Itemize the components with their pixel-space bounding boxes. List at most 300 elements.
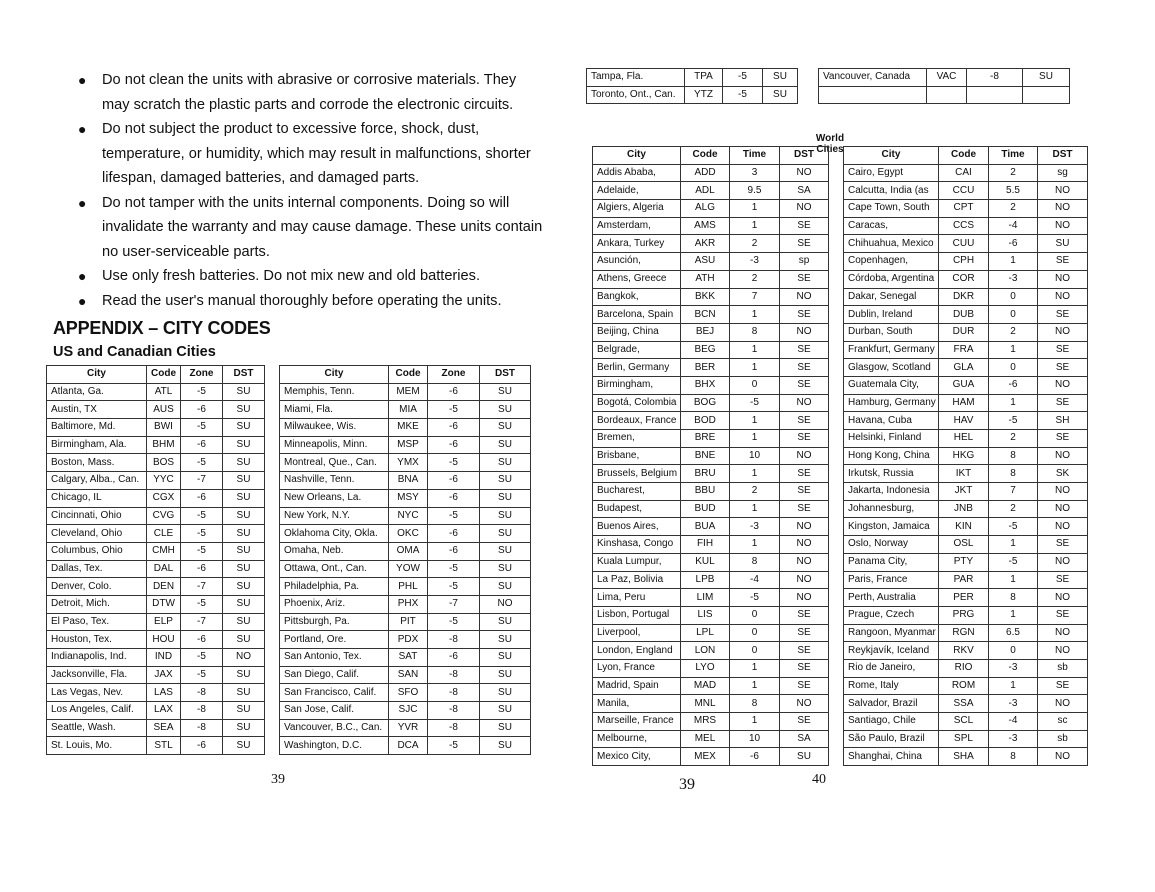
dst-cell: NO xyxy=(1038,695,1088,713)
city-cell: Glasgow, Scotland xyxy=(844,359,939,377)
page-number-main: 39 xyxy=(679,776,695,793)
bullet-icon: ● xyxy=(78,194,87,211)
code-cell: OKC xyxy=(389,525,428,543)
dst-cell: SU xyxy=(223,472,265,490)
code-cell: HAV xyxy=(939,412,989,430)
us-cities-table-1 xyxy=(46,365,265,755)
dst-cell: NO xyxy=(780,200,829,218)
column-header: City xyxy=(844,147,939,165)
code-cell: YMX xyxy=(389,454,428,472)
dst-cell: SU xyxy=(480,666,531,684)
table-row xyxy=(844,164,1088,182)
table-row xyxy=(844,359,1088,377)
dst-cell: SU xyxy=(223,595,265,613)
table-row xyxy=(47,542,265,560)
table-row xyxy=(47,684,265,702)
code-cell: BBU xyxy=(681,483,730,501)
column-header: Time xyxy=(989,147,1038,165)
dst-cell: SU xyxy=(223,454,265,472)
time-cell: 1 xyxy=(730,412,780,430)
page-number-secondary: 40 xyxy=(812,772,826,787)
city-cell: Guatemala City, xyxy=(844,376,939,394)
city-cell: Berlin, Germany xyxy=(593,359,681,377)
city-cell: Jacksonville, Fla. xyxy=(47,666,147,684)
city-cell xyxy=(819,86,927,104)
table-row xyxy=(280,684,531,702)
dst-cell: SE xyxy=(780,412,829,430)
city-cell: Austin, TX xyxy=(47,401,147,419)
table-row xyxy=(47,737,265,755)
code-cell: BRE xyxy=(681,430,730,448)
code-cell: JNB xyxy=(939,500,989,518)
table-row xyxy=(593,253,829,271)
table-row xyxy=(593,553,829,571)
city-cell: Vancouver, Canada xyxy=(819,69,927,87)
table-row xyxy=(844,659,1088,677)
city-cell: Seattle, Wash. xyxy=(47,719,147,737)
city-cell: Havana, Cuba xyxy=(844,412,939,430)
time-cell: -5 xyxy=(428,578,480,596)
time-cell: 0 xyxy=(730,624,780,642)
code-cell: CCU xyxy=(939,182,989,200)
code-cell: CPH xyxy=(939,253,989,271)
code-cell: ELP xyxy=(147,613,181,631)
code-cell: SCL xyxy=(939,713,989,731)
dst-cell: SE xyxy=(780,235,829,253)
city-cell: Belgrade, xyxy=(593,341,681,359)
table-row xyxy=(47,436,265,454)
table-row xyxy=(593,730,829,748)
city-cell: Phoenix, Ariz. xyxy=(280,595,389,613)
dst-cell: SE xyxy=(1038,359,1088,377)
city-cell: Panama City, xyxy=(844,553,939,571)
table-row xyxy=(587,69,798,87)
dst-cell: SU xyxy=(480,702,531,720)
time-cell: -5 xyxy=(723,86,763,104)
table-row xyxy=(593,270,829,288)
code-cell: MNL xyxy=(681,695,730,713)
code-cell: RKV xyxy=(939,642,989,660)
table-row xyxy=(844,553,1088,571)
city-cell: Columbus, Ohio xyxy=(47,542,147,560)
time-cell: -8 xyxy=(181,702,223,720)
bullet-item xyxy=(76,264,546,289)
time-cell: -6 xyxy=(428,525,480,543)
column-header: Code xyxy=(681,147,730,165)
dst-cell: SU xyxy=(480,401,531,419)
city-cell: Tampa, Fla. xyxy=(587,69,685,87)
city-cell: Mexico City, xyxy=(593,748,681,766)
table-row xyxy=(280,436,531,454)
code-cell: PRG xyxy=(939,606,989,624)
time-cell: -7 xyxy=(181,578,223,596)
dst-cell: SE xyxy=(1038,394,1088,412)
table-row xyxy=(593,677,829,695)
dst-cell: SU xyxy=(223,578,265,596)
dst-cell: NO xyxy=(1038,376,1088,394)
city-cell: Miami, Fla. xyxy=(280,401,389,419)
appendix-title: APPENDIX – CITY CODES xyxy=(53,318,271,338)
time-cell: 1 xyxy=(730,341,780,359)
table-row xyxy=(280,419,531,437)
table-row xyxy=(593,447,829,465)
code-cell: SAN xyxy=(389,666,428,684)
table-row xyxy=(280,737,531,755)
dst-cell: NO xyxy=(1038,217,1088,235)
code-cell: HOU xyxy=(147,631,181,649)
table-row xyxy=(844,642,1088,660)
dst-cell: SE xyxy=(780,217,829,235)
code-cell: BKK xyxy=(681,288,730,306)
code-cell: STL xyxy=(147,737,181,755)
table-row xyxy=(593,200,829,218)
city-cell: Algiers, Algeria xyxy=(593,200,681,218)
table-row xyxy=(280,542,531,560)
city-cell: Bremen, xyxy=(593,430,681,448)
code-cell: CPT xyxy=(939,200,989,218)
dst-cell: NO xyxy=(1038,642,1088,660)
dst-cell: NO xyxy=(780,394,829,412)
city-cell: Prague, Czech xyxy=(844,606,939,624)
bullet-text: Do not subject the product to excessive force, shock, dust, temperature, or humidity, which may result in malfunctions, shorter lifespan, damaged batteries, and damaged parts. xyxy=(102,121,531,186)
city-cell: São Paulo, Brazil xyxy=(844,730,939,748)
city-cell: Toronto, Ont., Can. xyxy=(587,86,685,104)
table-row xyxy=(280,507,531,525)
code-cell: PAR xyxy=(939,571,989,589)
time-cell: -5 xyxy=(181,525,223,543)
time-cell: -6 xyxy=(428,419,480,437)
table-row xyxy=(593,341,829,359)
code-cell: PTY xyxy=(939,553,989,571)
dst-cell: SU xyxy=(480,507,531,525)
code-cell: BNA xyxy=(389,472,428,490)
code-cell: MEX xyxy=(681,748,730,766)
city-cell: Omaha, Neb. xyxy=(280,542,389,560)
bullet-text: Read the user's manual thoroughly before operating the units. xyxy=(102,292,502,309)
code-cell: LIM xyxy=(681,589,730,607)
table-row xyxy=(47,613,265,631)
dst-cell: SU xyxy=(480,684,531,702)
time-cell: -5 xyxy=(181,419,223,437)
city-cell: Madrid, Spain xyxy=(593,677,681,695)
table-row xyxy=(47,560,265,578)
time-cell: -6 xyxy=(730,748,780,766)
code-cell: MIA xyxy=(389,401,428,419)
dst-cell: sg xyxy=(1038,164,1088,182)
code-cell: BNE xyxy=(681,447,730,465)
dst-cell: SA xyxy=(780,730,829,748)
left-page xyxy=(0,0,570,892)
column-header: DST xyxy=(780,147,829,165)
column-header: Code xyxy=(939,147,989,165)
care-instructions-list xyxy=(76,68,546,313)
time-cell: 2 xyxy=(989,500,1038,518)
column-header: City xyxy=(47,366,147,384)
table-row xyxy=(593,376,829,394)
city-cell: Rio de Janeiro, xyxy=(844,659,939,677)
world-cities-title: World Cities xyxy=(815,133,845,155)
dst-cell: SE xyxy=(780,659,829,677)
city-cell: Birmingham, xyxy=(593,376,681,394)
table-row xyxy=(280,719,531,737)
table-row xyxy=(280,595,531,613)
city-cell: Minneapolis, Minn. xyxy=(280,436,389,454)
table-row xyxy=(47,454,265,472)
code-cell: HKG xyxy=(939,447,989,465)
dst-cell: SU xyxy=(1023,69,1070,87)
table-row xyxy=(593,483,829,501)
code-cell: IND xyxy=(147,649,181,667)
bullet-icon: ● xyxy=(78,121,87,137)
city-cell: Lisbon, Portugal xyxy=(593,606,681,624)
column-header: City xyxy=(280,366,389,384)
code-cell: SEA xyxy=(147,719,181,737)
bullet-item xyxy=(76,117,546,191)
city-cell: Copenhagen, xyxy=(844,253,939,271)
code-cell: YTZ xyxy=(685,86,723,104)
city-cell: Birmingham, Ala. xyxy=(47,436,147,454)
time-cell: 0 xyxy=(989,359,1038,377)
city-cell: St. Louis, Mo. xyxy=(47,737,147,755)
table-row xyxy=(47,401,265,419)
code-cell: GLA xyxy=(939,359,989,377)
table-row xyxy=(844,589,1088,607)
city-cell: Memphis, Tenn. xyxy=(280,383,389,401)
code-cell: MAD xyxy=(681,677,730,695)
time-cell: -5 xyxy=(428,454,480,472)
code-cell: KUL xyxy=(681,553,730,571)
dst-cell: NO xyxy=(1038,270,1088,288)
time-cell: 2 xyxy=(989,430,1038,448)
table-row xyxy=(47,472,265,490)
dst-cell: SE xyxy=(780,500,829,518)
time-cell: 7 xyxy=(730,288,780,306)
city-cell: Beijing, China xyxy=(593,323,681,341)
table-row xyxy=(844,200,1088,218)
table-row xyxy=(47,666,265,684)
table-row xyxy=(844,341,1088,359)
table-row xyxy=(593,695,829,713)
dst-cell: SE xyxy=(1038,677,1088,695)
city-cell: Indianapolis, Ind. xyxy=(47,649,147,667)
code-cell: SJC xyxy=(389,702,428,720)
time-cell: 3 xyxy=(730,164,780,182)
time-cell: -6 xyxy=(181,489,223,507)
time-cell: -6 xyxy=(428,542,480,560)
table-row xyxy=(844,270,1088,288)
table-row xyxy=(844,465,1088,483)
table-row xyxy=(587,86,798,104)
table-row xyxy=(844,306,1088,324)
dst-cell: NO xyxy=(780,518,829,536)
city-cell: La Paz, Bolivia xyxy=(593,571,681,589)
code-cell: VAC xyxy=(927,69,967,87)
city-cell: Pittsburgh, Pa. xyxy=(280,613,389,631)
time-cell: 1 xyxy=(989,606,1038,624)
time-cell: 8 xyxy=(989,447,1038,465)
code-cell: DKR xyxy=(939,288,989,306)
dst-cell: SU xyxy=(223,419,265,437)
dst-cell: SU xyxy=(223,383,265,401)
city-cell: Boston, Mass. xyxy=(47,454,147,472)
dst-cell: SU xyxy=(480,525,531,543)
time-cell: 1 xyxy=(730,306,780,324)
table-row xyxy=(844,695,1088,713)
time-cell: -5 xyxy=(428,507,480,525)
table-row xyxy=(593,394,829,412)
city-cell: Addis Ababa, xyxy=(593,164,681,182)
city-cell: Brisbane, xyxy=(593,447,681,465)
column-header: DST xyxy=(223,366,265,384)
city-cell: Manila, xyxy=(593,695,681,713)
city-cell: Kuala Lumpur, xyxy=(593,553,681,571)
dst-cell: SE xyxy=(780,306,829,324)
city-cell: Bogotá, Colombia xyxy=(593,394,681,412)
time-cell: -3 xyxy=(730,253,780,271)
time-cell: -8 xyxy=(181,719,223,737)
bullet-text: Do not tamper with the units internal components. Doing so will invalidate the warranty and may cause damage. These units contain no user-serviceable parts. xyxy=(102,194,543,260)
column-header: Zone xyxy=(181,366,223,384)
time-cell: -7 xyxy=(428,595,480,613)
dst-cell: SU xyxy=(223,560,265,578)
dst-cell: SU xyxy=(223,631,265,649)
dst-cell: NO xyxy=(1038,447,1088,465)
table-row xyxy=(844,571,1088,589)
dst-cell: SU xyxy=(480,383,531,401)
table-row xyxy=(280,578,531,596)
time-cell: 8 xyxy=(730,553,780,571)
city-cell: Las Vegas, Nev. xyxy=(47,684,147,702)
code-cell: JAX xyxy=(147,666,181,684)
dst-cell: SE xyxy=(1038,306,1088,324)
table-row xyxy=(280,649,531,667)
dst-cell: SE xyxy=(780,465,829,483)
table-row xyxy=(593,235,829,253)
dst-cell: NO xyxy=(1038,323,1088,341)
table-row xyxy=(819,69,1070,87)
city-cell: New Orleans, La. xyxy=(280,489,389,507)
dst-cell: SU xyxy=(223,542,265,560)
table-row xyxy=(593,359,829,377)
code-cell: TPA xyxy=(685,69,723,87)
dst-cell: SE xyxy=(1038,606,1088,624)
table-row xyxy=(593,659,829,677)
city-cell: Detroit, Mich. xyxy=(47,595,147,613)
right-page xyxy=(575,0,1155,892)
table-row xyxy=(844,182,1088,200)
table-row xyxy=(593,412,829,430)
time-cell: 0 xyxy=(989,642,1038,660)
code-cell: MKE xyxy=(389,419,428,437)
table-row xyxy=(844,235,1088,253)
time-cell: -5 xyxy=(181,595,223,613)
time-cell: 1 xyxy=(730,430,780,448)
table-row xyxy=(844,500,1088,518)
time-cell: 1 xyxy=(989,341,1038,359)
dst-cell: NO xyxy=(780,589,829,607)
dst-cell: SU xyxy=(480,631,531,649)
code-cell: BCN xyxy=(681,306,730,324)
code-cell: LON xyxy=(681,642,730,660)
time-cell: 8 xyxy=(989,748,1038,766)
table-row xyxy=(593,306,829,324)
code-cell: CLE xyxy=(147,525,181,543)
code-cell: LAX xyxy=(147,702,181,720)
time-cell: 5.5 xyxy=(989,182,1038,200)
code-cell: SHA xyxy=(939,748,989,766)
dst-cell: NO xyxy=(1038,500,1088,518)
time-cell: 1 xyxy=(730,713,780,731)
code-cell: BOS xyxy=(147,454,181,472)
bullet-icon: ● xyxy=(78,268,87,284)
time-cell: -8 xyxy=(428,631,480,649)
dst-cell: NO xyxy=(780,536,829,554)
city-cell: Paris, France xyxy=(844,571,939,589)
column-header: Code xyxy=(147,366,181,384)
table-row xyxy=(844,253,1088,271)
time-cell: -6 xyxy=(428,472,480,490)
code-cell: DAL xyxy=(147,560,181,578)
time-cell: -5 xyxy=(723,69,763,87)
code-cell: BWI xyxy=(147,419,181,437)
time-cell: 0 xyxy=(730,642,780,660)
dst-cell: SU xyxy=(480,419,531,437)
code-cell: GUA xyxy=(939,376,989,394)
table-row xyxy=(47,649,265,667)
code-cell: COR xyxy=(939,270,989,288)
time-cell: -7 xyxy=(181,613,223,631)
time-cell: -8 xyxy=(967,69,1023,87)
dst-cell: NO xyxy=(780,447,829,465)
table-row xyxy=(593,642,829,660)
code-cell: ADD xyxy=(681,164,730,182)
city-cell: Córdoba, Argentina xyxy=(844,270,939,288)
dst-cell: SE xyxy=(1038,430,1088,448)
time-cell: -3 xyxy=(989,270,1038,288)
code-cell: BUA xyxy=(681,518,730,536)
dst-cell: SE xyxy=(780,677,829,695)
time-cell: -3 xyxy=(989,659,1038,677)
dst-cell: SE xyxy=(780,430,829,448)
dst-cell: SU xyxy=(480,436,531,454)
world-cities-table-2 xyxy=(843,146,1088,766)
table-row xyxy=(280,666,531,684)
time-cell: 1 xyxy=(989,571,1038,589)
time-cell: 0 xyxy=(730,376,780,394)
dst-cell: SE xyxy=(780,606,829,624)
time-cell: 10 xyxy=(730,447,780,465)
code-cell: RGN xyxy=(939,624,989,642)
time-cell: 1 xyxy=(730,536,780,554)
code-cell: NYC xyxy=(389,507,428,525)
bullet-item xyxy=(76,289,546,314)
bullet-text: Do not clean the units with abrasive or corrosive materials. They may scratch the plastic parts and corrode the electronic circuits. xyxy=(102,72,517,113)
dst-cell: SU xyxy=(480,719,531,737)
city-cell: Durban, South xyxy=(844,323,939,341)
table-row xyxy=(280,613,531,631)
dst-cell: SU xyxy=(480,649,531,667)
city-cell: Chicago, IL xyxy=(47,489,147,507)
city-cell: Ankara, Turkey xyxy=(593,235,681,253)
time-cell: -6 xyxy=(181,401,223,419)
city-cell: San Francisco, Calif. xyxy=(280,684,389,702)
city-cell: Rangoon, Myanmar xyxy=(844,624,939,642)
code-cell: SPL xyxy=(939,730,989,748)
time-cell: -8 xyxy=(428,666,480,684)
code-cell: PER xyxy=(939,589,989,607)
table-row xyxy=(280,560,531,578)
city-cell: Irkutsk, Russia xyxy=(844,465,939,483)
